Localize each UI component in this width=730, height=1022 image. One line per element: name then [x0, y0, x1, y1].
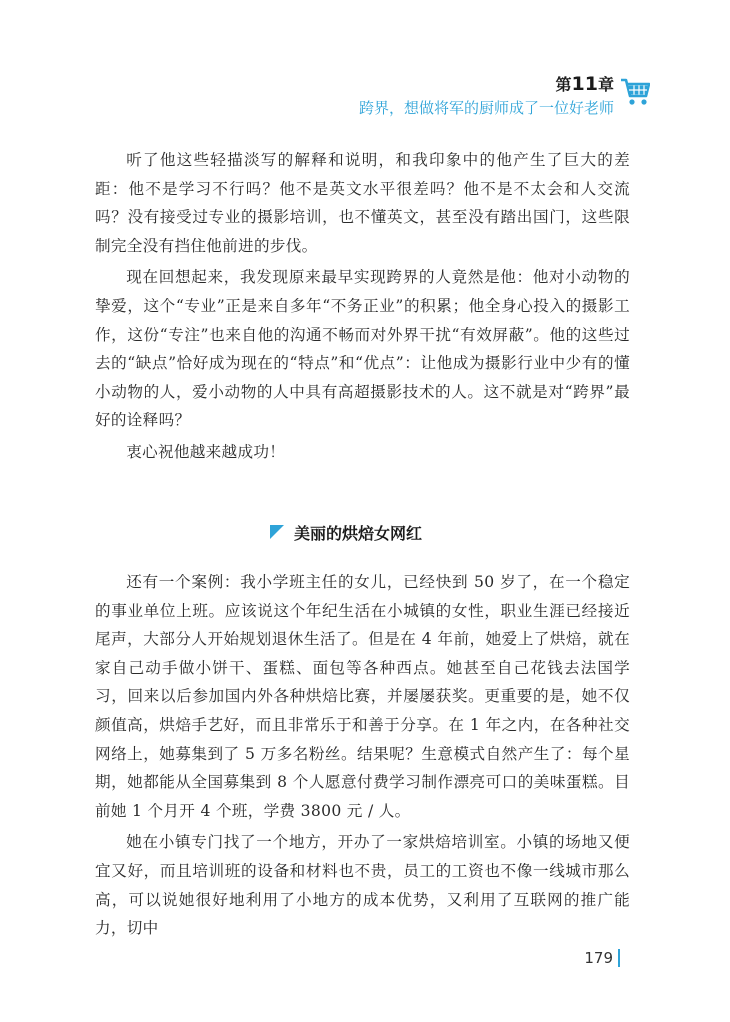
body-text-after — [95, 568, 630, 946]
section-title: 美丽的烘焙女网红 — [294, 523, 423, 543]
chapter-subtitle: 跨界，想做将军的厨师成了一位好老师 — [358, 99, 614, 117]
paragraph: 还有一个案例：我小学班主任的女儿，已经快到 50 岁了，在一个稳定的事业单位上班。应该说这个年纪生活在小城镇的女性，职业生涯已经接近尾声，大部分人开始规划退休生活了。但是在 4 年前，她爱上了烘焙，就在家自己动手做小饼干、蛋糕、面包等各种西点。她甚至自己花钱去法国学习，回来以后参加国内外各种烘焙比赛，并屡屡获奖。更重要的是，她不仅颜值高，烘焙手艺好，而且非常乐于和善于分享。在 1 年之内，在各种社交网络上，她募集到了 5 万多名粉丝。结果呢？生意模式自然产生了：每个星期，她都能从全国募集到 8 个人愿意付费学习制作漂亮可口的美味蛋糕。目前她 1 个月开 4 个班，学费 3800 元 / 人。 — [95, 573, 630, 820]
body-text-before — [95, 146, 630, 470]
page-number: 179 — [584, 949, 613, 967]
triangle-marker-icon — [270, 525, 284, 539]
chapter-prefix: 第 — [555, 75, 572, 94]
page-footer — [584, 949, 620, 967]
paragraph: 衷心祝他越来越成功！ — [126, 442, 286, 461]
paragraph: 现在回想起来，我发现原来最早实现跨界的人竟然是他：他对小动物的挚爱，这个“专业”正是来自多年“不务正业”的积累；他全身心投入的摄影工作，这份“专注”也来自他的沟通不畅而对外界干扰“有效屏蔽”。他的这些过去的“缺点”恰好成为现在的“特点”和“优点”：让他成为摄影行业中少有的懂小动物的人，爱小动物的人中具有高超摄影技术的人。这不就是对“跨界”最好的诠释吗？ — [95, 268, 630, 430]
shopping-cart-icon — [620, 76, 650, 108]
chapter-number: 11 — [571, 73, 598, 95]
chapter-suffix: 章 — [597, 75, 614, 94]
paragraph: 听了他这些轻描淡写的解释和说明，和我印象中的他产生了巨大的差距：他不是学习不行吗？他不是英文水平很差吗？他不是不太会和人交流吗？没有接受过专业的摄影培训，也不懂英文，甚至没有踏出国门，这些限制完全没有挡住他前进的步伐。 — [95, 151, 630, 255]
chapter-label — [359, 74, 650, 95]
section-heading — [270, 520, 422, 544]
paragraph: 她在小镇专门找了一个地方，开办了一家烘焙培训室。小镇的场地又便宜又好，而且培训班的设备和材料也不贵，员工的工资也不像一线城市那么高，可以说她很好地利用了小地方的成本优势，又利用了互联网的推广能力，切中 — [95, 833, 630, 938]
page-number-bar — [618, 949, 620, 967]
chapter-header — [359, 74, 650, 119]
